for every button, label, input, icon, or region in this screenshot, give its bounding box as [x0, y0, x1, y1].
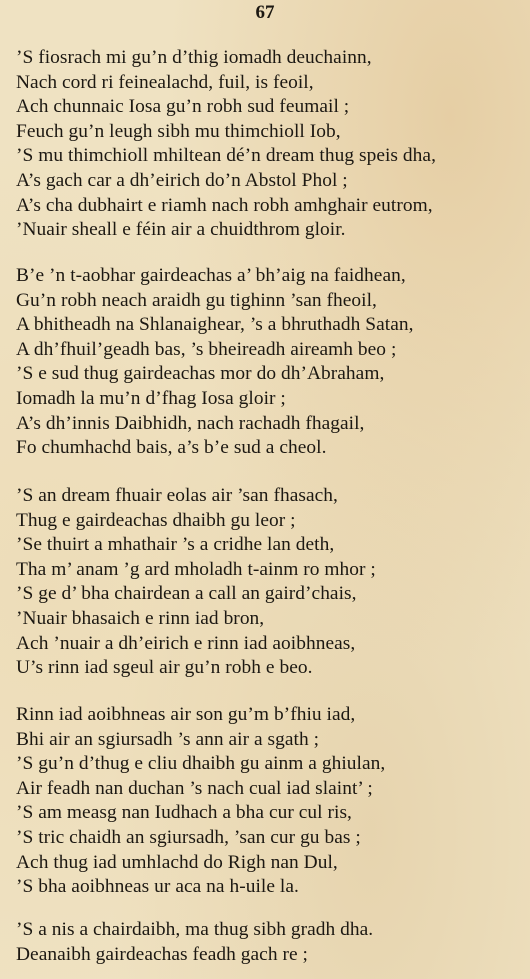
stanza-3 — [0, 484, 530, 681]
stanza-4 — [0, 703, 530, 900]
verse-line: ’S tric chaidh an sgiursadh, ’san cur gu bas ; — [16, 826, 361, 848]
verse-line: A’s gach car a dh’eirich do’n Abstol Phol ; — [16, 169, 348, 191]
verse-line: ’S fiosrach mi gu’n d’thig iomadh deuchainn, — [16, 47, 372, 68]
verse-line: ’Se thuirt a mhathair ’s a cridhe lan deth, — [16, 534, 335, 556]
verse-line: ’S gu’n d’thug e cliu dhaibh gu ainm a ghiulan, — [16, 753, 386, 775]
verse-line: ’S mu thimchioll mhiltean dé’n dream thug speis dha, — [16, 145, 436, 167]
verse-line: Tha m’ anam ’g ard mholadh t-ainm ro mhor ; — [16, 558, 376, 580]
verse-line: Fo chumhachd bais, a’s b’e sud a cheol. — [16, 437, 327, 459]
verse-line: Feuch gu’n leugh sibh mu thimchioll Iob, — [16, 120, 341, 142]
verse-line: Air feadh nan duchan ’s nach cual iad slaint’ ; — [16, 777, 373, 799]
verse-line: A’s dh’innis Daibhidh, nach rachadh fhagail, — [16, 412, 365, 434]
stanza-1 — [0, 46, 530, 243]
verse-line: ’S an dream fhuair eolas air ’san fhasach, — [16, 485, 338, 506]
verse-line: Iomadh la mu’n d’fhag Iosa gloir ; — [16, 387, 286, 409]
verse-line: Nach cord ri feinealachd, fuil, is feoil, — [16, 71, 314, 93]
verse-line: ’S e sud thug gairdeachas mor do dh’Abraham, — [16, 363, 385, 385]
verse-line: ’S bha aoibhneas ur aca na h-uile la. — [16, 876, 299, 898]
verse-line: U’s rinn iad sgeul air gu’n robh e beo. — [16, 657, 313, 679]
stanza-5 — [0, 918, 530, 967]
verse-line: ’S am measg nan Iudhach a bha cur cul ris, — [16, 802, 352, 824]
page-number: 67 — [255, 2, 275, 23]
verse-line: Thug e gairdeachas dhaibh gu leor ; — [16, 509, 296, 531]
verse-line: Ach thug iad umhlachd do Righ nan Dul, — [16, 851, 338, 873]
verse-line: Bhi air an sgiursadh ’s ann air a sgath ; — [16, 728, 320, 750]
stanza-2 — [0, 264, 530, 461]
verse-line: A bhitheadh na Shlanaighear, ’s a bhruthadh Satan, — [16, 314, 414, 336]
verse-line: A’s cha dubhairt e riamh nach robh amhghair eutrom, — [16, 194, 433, 216]
verse-line: A dh’fhuil’geadh bas, ’s bheireadh aireamh beo ; — [16, 338, 397, 360]
verse-line: Ach chunnaic Iosa gu’n robh sud feumail ; — [16, 96, 350, 118]
verse-line: Ach ’nuair a dh’eirich e rinn iad aoibhneas, — [16, 632, 356, 654]
verse-line: ’Nuair bhasaich e rinn iad bron, — [16, 607, 265, 629]
verse-line: Rinn iad aoibhneas air son gu’m b’fhiu iad, — [16, 704, 356, 725]
verse-line: ’Nuair sheall e féin air a chuidthrom gloir. — [16, 219, 346, 241]
verse-line: ’S ge d’ bha chairdean a call an gaird’chais, — [16, 583, 357, 605]
verse-line: Deanaibh gairdeachas feadh gach re ; — [16, 943, 308, 965]
verse-line: Gu’n robh neach araidh gu tighinn ’san fheoil, — [16, 289, 377, 311]
verse-line: ’S a nis a chairdaibh, ma thug sibh gradh dha. — [16, 919, 374, 940]
verse-line: B’e ’n t-aobhar gairdeachas a’ bh’aig na faidhean, — [16, 265, 406, 286]
